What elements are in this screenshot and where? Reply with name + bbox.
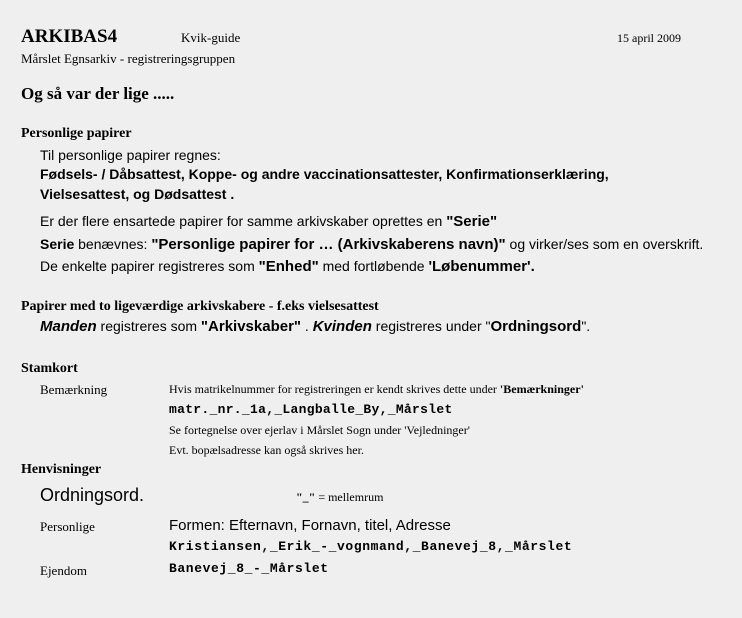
underscore-meaning: = mellemrum (315, 490, 384, 504)
document-list-line2: Vielsesattest, og Dødsattest . (40, 186, 235, 202)
manden-term: Manden (40, 318, 97, 335)
organization-name: Mårslet Egnsarkiv - registreringsgruppen (21, 51, 236, 66)
underscore-symbol: "_" (296, 490, 316, 504)
section-heading-two-creators: Papirer med to ligeværdige arkivskabere - f.eks vielsesattest (21, 299, 379, 314)
ejerlav-reference: Se fortegnelse over ejerlav i Mårslet Sogn under 'Vejledninger' (169, 423, 470, 437)
section-heading-henvisninger: Henvisninger (21, 462, 102, 477)
personal-intro: Til personlige papirer regnes: (40, 147, 221, 163)
address-note: Evt. bopælsadresse kan også skrives her. (169, 443, 364, 457)
serie-sentence (40, 213, 497, 230)
bemaerkning-instruction (169, 382, 584, 397)
document-list-line1: Fødsels- / Dåbsattest, Koppe- og andre vaccinationsattester, Konfirmationserklæring, (40, 166, 609, 182)
serie-label: Serie (40, 236, 75, 252)
two-creators-text1: registreres som (96, 318, 201, 334)
enhed-sentence-mid: med fortløbende (318, 258, 429, 274)
ordningsord-heading: Ordningsord. (40, 485, 145, 505)
underscore-note (296, 490, 383, 505)
serie-name-format: "Personlige papirer for … (Arkivskaberens navn)" (151, 236, 506, 253)
ordningsord-term: Ordningsord (490, 318, 582, 335)
enhed-sentence (40, 258, 535, 275)
serie-naming-text: benævnes: (74, 236, 152, 252)
personlige-format: Formen: Efternavn, Fornavn, titel, Adresse (169, 517, 451, 534)
guide-label: Kvik-guide (181, 30, 241, 45)
ejendom-label: Ejendom (40, 563, 87, 578)
matrikel-example: matr._nr._1a,_Langballe_By,_Mårslet (169, 402, 453, 417)
bemaerkninger-term: 'Bemærkninger' (499, 382, 584, 396)
enhed-sentence-text: De enkelte papirer registreres som (40, 258, 259, 274)
arkivskaber-term: "Arkivskaber" (200, 318, 302, 335)
serie-sentence-text: Er der flere ensartede papirer for samme arkivskaber oprettes en (40, 213, 447, 229)
lobenummer-term: 'Løbenummer'. (428, 258, 535, 275)
enhed-term: "Enhed" (258, 258, 319, 275)
ejendom-example: Banevej_8_-_Mårslet (169, 561, 329, 576)
two-creators-end: ". (581, 318, 591, 334)
serie-term: "Serie" (446, 213, 498, 230)
serie-naming-sentence (40, 236, 703, 253)
two-creators-sentence (40, 318, 590, 335)
personlige-label: Personlige (40, 519, 95, 534)
page-title: Og så var der lige ..... (21, 84, 175, 103)
serie-naming-tail: og virker/ses som en overskrift. (505, 236, 704, 252)
two-creators-text2: registreres under " (371, 318, 491, 334)
section-heading-stamkort: Stamkort (21, 361, 78, 376)
bemaerkning-instruction-text: Hvis matrikelnummer for registreringen er kendt skrives dette under (169, 382, 500, 396)
section-heading-personal: Personlige papirer (21, 126, 132, 141)
kvinden-term: Kvinden (312, 318, 372, 335)
two-creators-sep: . (301, 318, 313, 334)
app-name: ARKIBAS4 (21, 26, 118, 47)
header-date: 15 april 2009 (617, 31, 681, 45)
personlige-example: Kristiansen,_Erik_-_vognmand,_Banevej_8,_Mårslet (169, 539, 573, 554)
bemaerkning-label: Bemærkning (40, 382, 108, 397)
